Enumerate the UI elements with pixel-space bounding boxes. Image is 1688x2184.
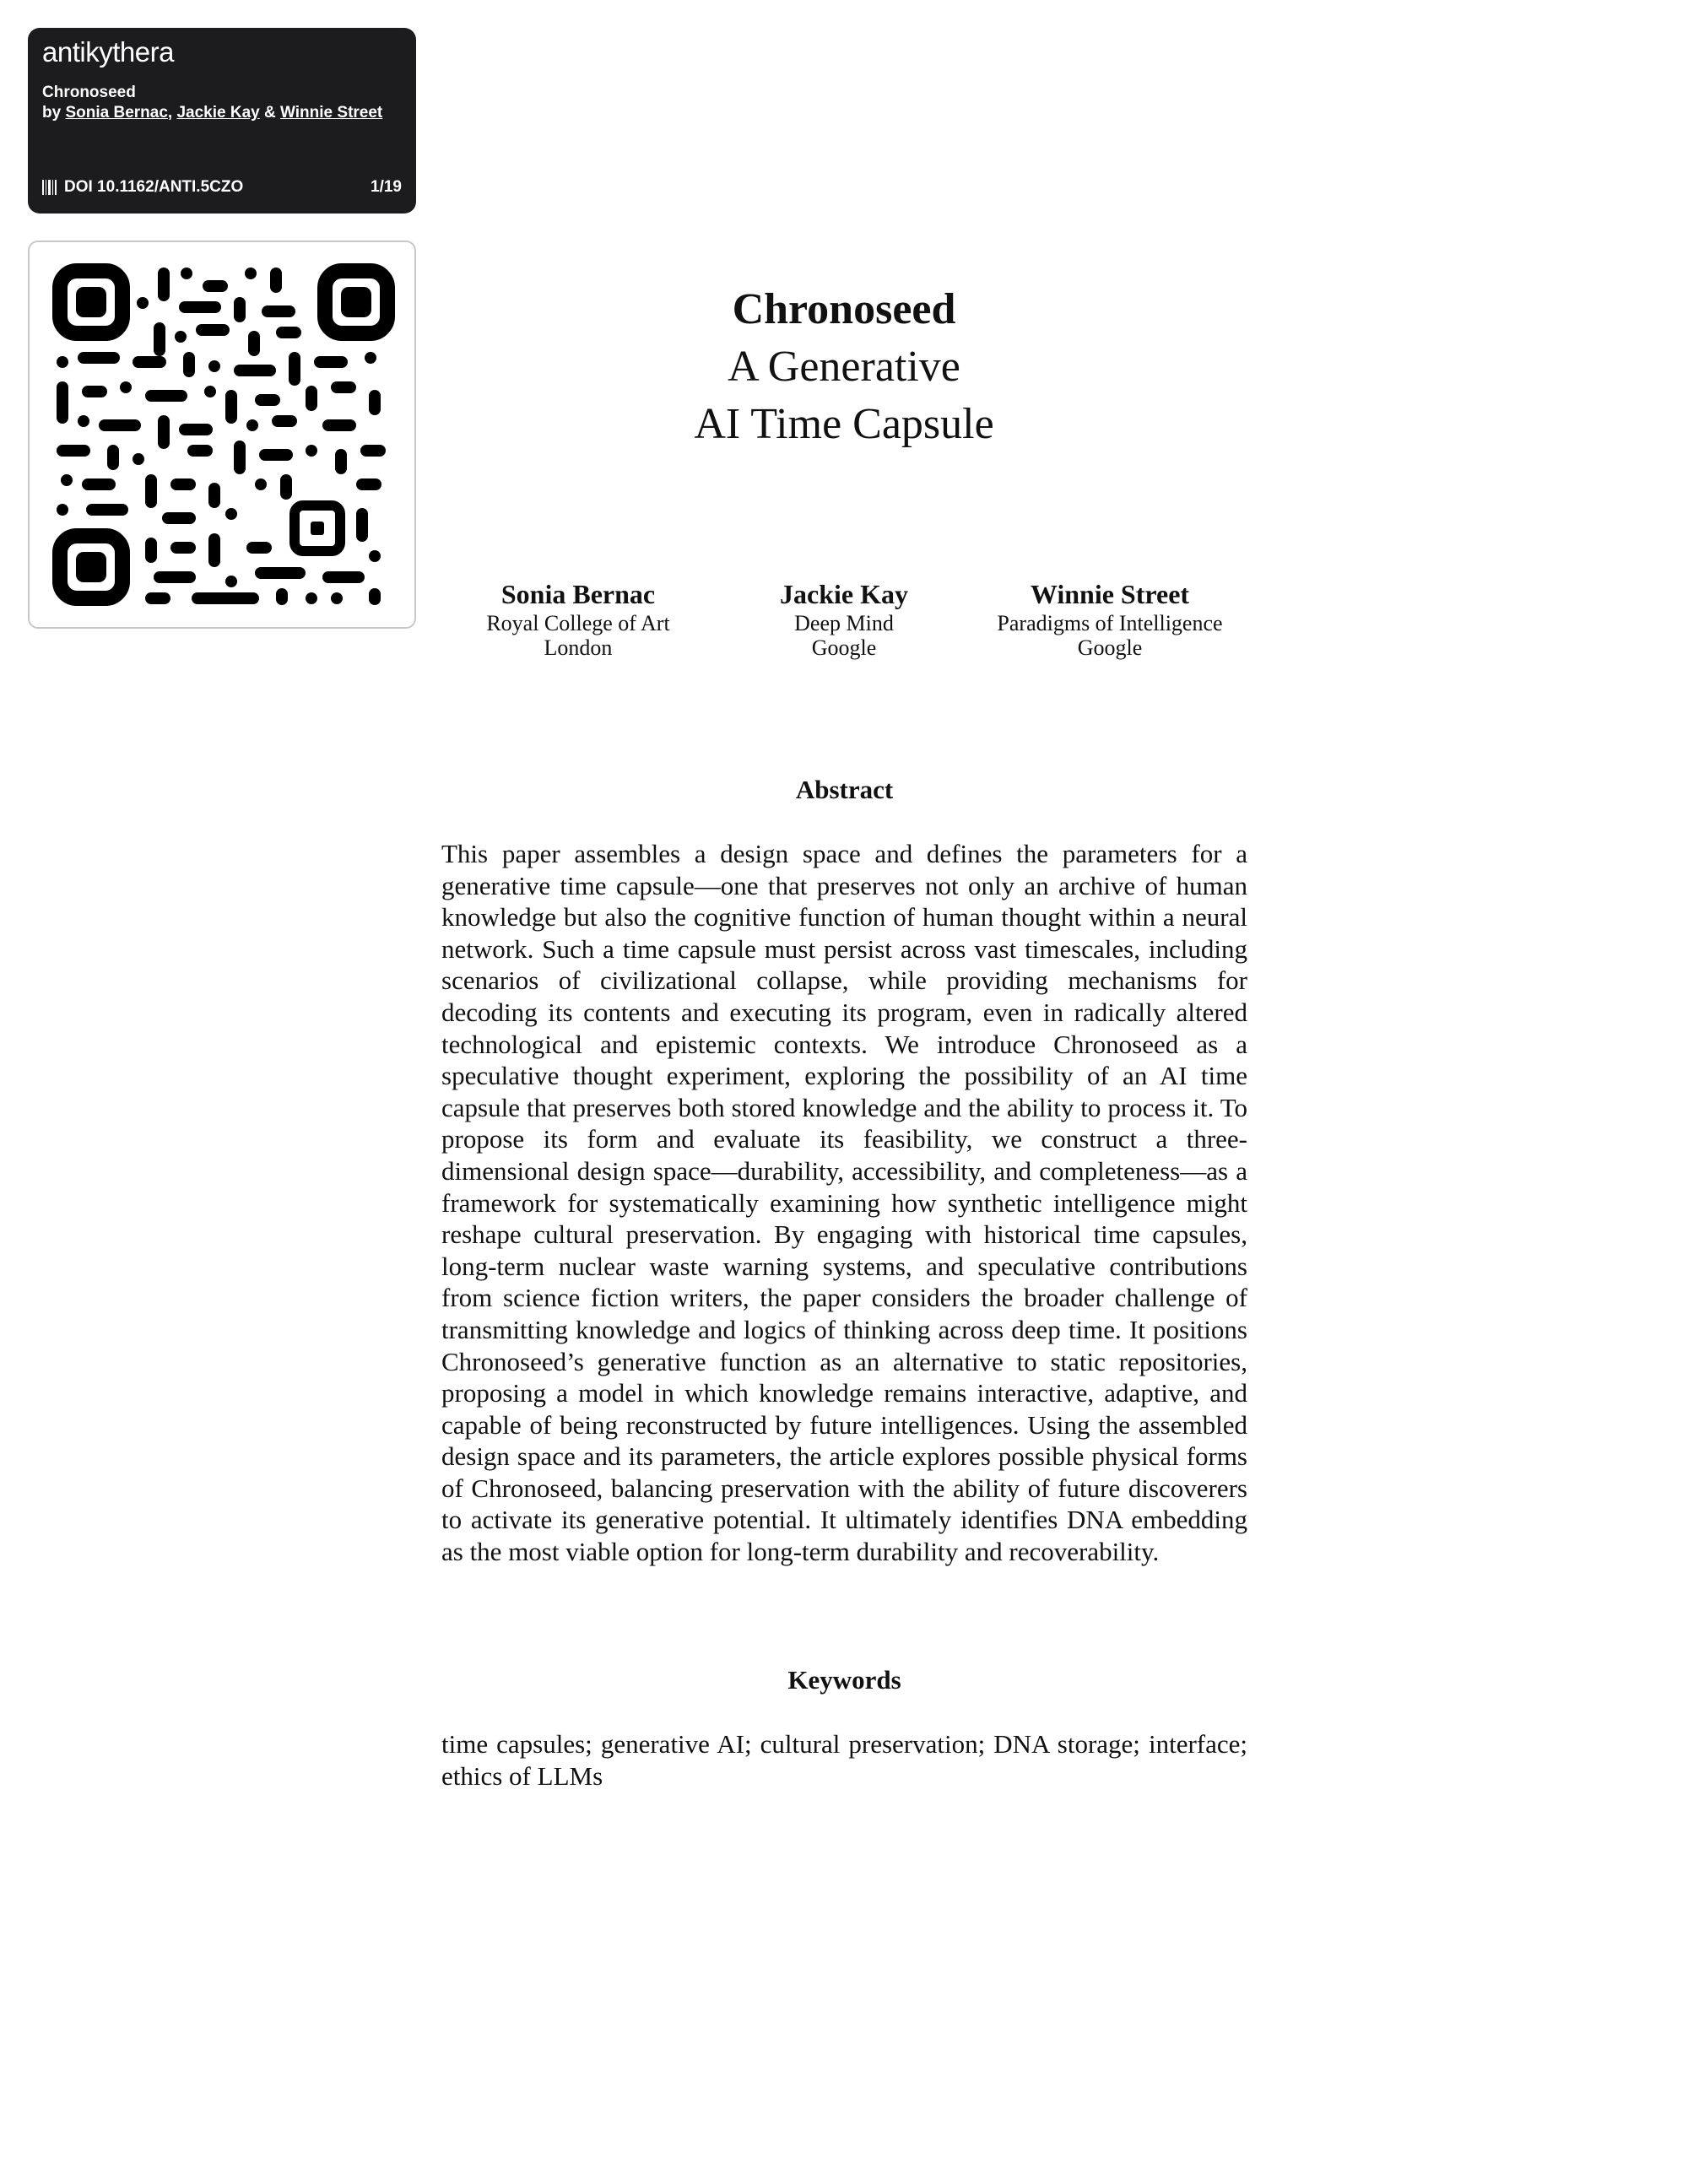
- card-byline: [42, 104, 382, 122]
- author-location: London: [544, 635, 613, 660]
- page-counter: 1/19: [371, 178, 402, 196]
- author-name: Sonia Bernac: [500, 579, 656, 609]
- paper-title: [591, 281, 1097, 453]
- title-line-3: AI Time Capsule: [694, 400, 994, 448]
- author-ampersand: &: [264, 104, 276, 122]
- title-line-2: A Generative: [728, 343, 960, 391]
- author-link-sonia-bernac[interactable]: Sonia Bernac: [65, 104, 168, 122]
- abstract-text: This paper assembles a design space and defines the parameters for a generative time capsule—one that preserves not only an archive of human knowledge but also the cognitive function of human thought within a neural network. Such a time capsule must persist across vast timescales, including scenarios of civilizational collapse, while providing mechanisms for decoding its contents and executing its program, even in radically altered technological and epistemic contexts. We introduce Chronoseed as a speculative thought experiment, exploring the possibility of an AI time capsule that preserves both stored knowledge and the ability to process it. To propose its form and evaluate its feasibility, we construct a three-dimensional design space—durability, accessibility, and completeness—as a framework for systematically examining how synthetic intelligence might reshape cultural preservation. By engaging with historical time capsules, long-term nuclear waste warning systems, and speculative contributions from science fiction writers, the paper considers the broader challenge of transmitting knowledge and logics of thinking across deep time. It positions Chronoseed’s generative function as an alternative to static repositories, proposing a model in which knowledge remains interactive, adaptive, and capable of being reconstructed by future intelligences. Using the assembled design space and its parameters, the article explores possible physical forms of Chronoseed, balancing preservation with the ability of future discoverers to activate its generative potential. It ultimately identifies DNA embedding as the most viable option for long-term durability and recoverability.: [441, 839, 1247, 1567]
- keywords-heading: Keywords: [787, 1665, 901, 1695]
- author-link-winnie-street[interactable]: Winnie Street: [280, 104, 383, 122]
- card-paper-title: Chronoseed: [42, 84, 136, 101]
- journal-card: [28, 28, 416, 214]
- abstract-heading: Abstract: [795, 775, 894, 804]
- author-name: Jackie Kay: [780, 579, 908, 609]
- doi-text: DOI 10.1162/ANTI.5CZO: [64, 178, 244, 196]
- author-link-jackie-kay[interactable]: Jackie Kay: [176, 104, 260, 122]
- author-affiliation: Royal College of Art: [486, 611, 670, 635]
- title-line-1: Chronoseed: [732, 285, 956, 333]
- author-affiliation: Deep Mind: [794, 611, 894, 635]
- author-block-jackie-kay: [705, 577, 983, 660]
- author-block-winnie-street: [971, 577, 1249, 660]
- barcode-icon: [42, 178, 57, 197]
- author-organization: Google: [1077, 635, 1143, 660]
- by-label: by: [42, 104, 62, 122]
- keywords-text: time capsules; generative AI; cultural preservation; DNA storage; interface; ethics of LLMs: [441, 1729, 1247, 1791]
- author-block-sonia-bernac: [439, 577, 717, 660]
- qr-code-panel[interactable]: [28, 241, 416, 629]
- author-organization: Google: [811, 635, 877, 660]
- qr-code-icon: [52, 263, 395, 606]
- author-separator: ,: [167, 104, 173, 122]
- author-name: Winnie Street: [1030, 579, 1190, 609]
- doi-link[interactable]: [42, 178, 243, 197]
- brand-logo[interactable]: antikythera: [42, 36, 174, 68]
- author-affiliation: Paradigms of Intelligence: [997, 611, 1223, 635]
